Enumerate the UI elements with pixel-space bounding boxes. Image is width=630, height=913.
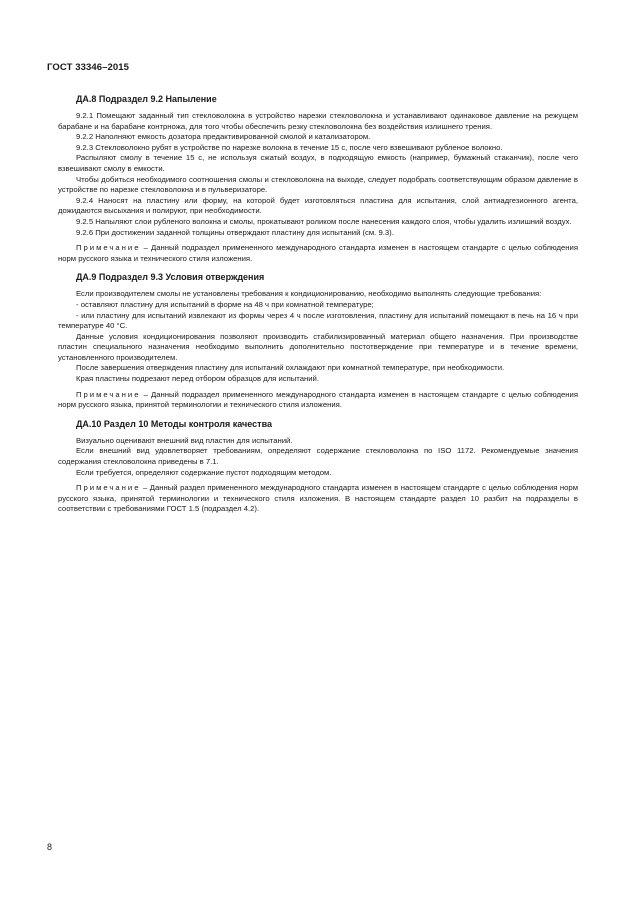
- note-label: Примечание: [76, 483, 141, 493]
- paragraph: - оставляют пластину для испытаний в форме на 48 ч при комнатной температуре;: [76, 299, 374, 309]
- paragraph: 9.2.6 При достижении заданной толщины отверждают пластину для испытаний (см. 9.3).: [76, 227, 394, 237]
- paragraph: 9.2.1 Помещают заданный тип стекловолокна в устройство нарезки стекловолокна и устанавливают одинаковое давление на режущем барабане и на барабане контрножа, для того чтобы обеспечить резку стекловолокна без воздействия излишнего трения.: [58, 111, 578, 131]
- document-body: [58, 94, 578, 515]
- section-heading: ДА.10 Раздел 10 Методы контроля качества: [76, 418, 272, 429]
- paragraph: Если требуется, определяют содержание пустот подходящим методом.: [76, 467, 332, 477]
- paragraph: 9.2.3 Стекловолокно рубят в устройстве по нарезке волокна в течение 15 с, после чего взвешивают рубленое волокно.: [76, 142, 503, 152]
- paragraph: 9.2.5 Напыляют слои рубленого волокна и смолы, прокатывают роликом после нанесения каждого слоя, чтобы удалить излишний воздух.: [76, 216, 572, 226]
- paragraph: 9.2.2 Наполняют емкость дозатора предактивированной смолой и катализатором.: [76, 132, 371, 142]
- paragraph: Визуально оценивают внешний вид пластин для испытаний.: [76, 435, 293, 445]
- paragraph: Края пластины подрезают перед отбором образцов для испытаний.: [76, 374, 319, 384]
- note-label: Примечание: [76, 389, 141, 399]
- note-text: – Данный подраздел примененного международного стандарта изменен в настоящем стандарте с целью соблюдения норм русского языка, принятой терминологии и технического стиля изложения.: [58, 389, 578, 410]
- paragraph: Распыляют смолу в течение 15 с, не используя сжатый воздух, в подходящую емкость (например, бумажный стаканчик), после чего взвешивают смолу в емкости.: [58, 153, 578, 173]
- paragraph: Если производителем смолы не установлены требования к кондиционированию, необходимо выполнять следующие требования:: [76, 289, 542, 299]
- section-heading: ДА.8 Подраздел 9.2 Напыление: [76, 94, 217, 104]
- paragraph: - или пластину для испытаний извлекают из формы через 4 ч после изготовления, пластину для испытаний помещают в печь на 16 ч при температуре 40 °С.: [58, 310, 578, 331]
- note-label: Примечание: [76, 243, 141, 253]
- note: [58, 243, 578, 264]
- paragraph: Данные условия кондиционирования позволяют производить стабилизированный материал общего назначения. При производстве пластин специального назначения необходимо выполнить дополнительно постотверждение при температуре и в течение времени, установленного производителем.: [58, 331, 578, 362]
- section-da10: [58, 419, 578, 515]
- note-text: – Данный подраздел примененного международного стандарта изменен в настоящем стандарте с целью соблюдения норм русского языка и технического стиля изложения.: [58, 243, 578, 263]
- paragraph: Чтобы добиться необходимого соотношения смолы и стекловолокна на выходе, следует подобрать соответствующим образом давление в устройстве по нарезке стекловолокна и в пульверизаторе.: [58, 174, 578, 195]
- paragraph: 9.2.4 Наносят на пластину или форму, на которой будет изготовляться пластина для испытания, слой антиадгезионного агента, дожидаются высыхания и полируют, при необходимости.: [58, 195, 578, 216]
- paragraph: После завершения отверждения пластину для испытаний охлаждают при комнатной температуре, при необходимости.: [76, 363, 505, 373]
- page-number: 8: [47, 842, 53, 852]
- section-da8: [58, 94, 578, 264]
- paragraph: Если внешний вид удовлетворяет требованиям, определяют содержание стекловолокна по ISO 1172. Рекомендуемые значения содержания стекловолокна приведены в 7.1.: [58, 446, 578, 467]
- note-text: – Данный раздел примененного международного стандарта изменен в настоящем стандарте с целью соблюдения норм русского языка, принятой терминологии и технического стиля изложения. В настоящем стандарте раздел 10 разбит на подразделы в соответствии с требованиями ГОСТ 1.5 (подраздел 4.2).: [58, 483, 578, 514]
- section-da9: [58, 272, 578, 411]
- note: [58, 483, 578, 515]
- document-header: ГОСТ 33346–2015: [47, 62, 130, 73]
- note: [58, 390, 578, 411]
- section-heading: ДА.9 Подраздел 9.3 Условия отверждения: [76, 272, 265, 283]
